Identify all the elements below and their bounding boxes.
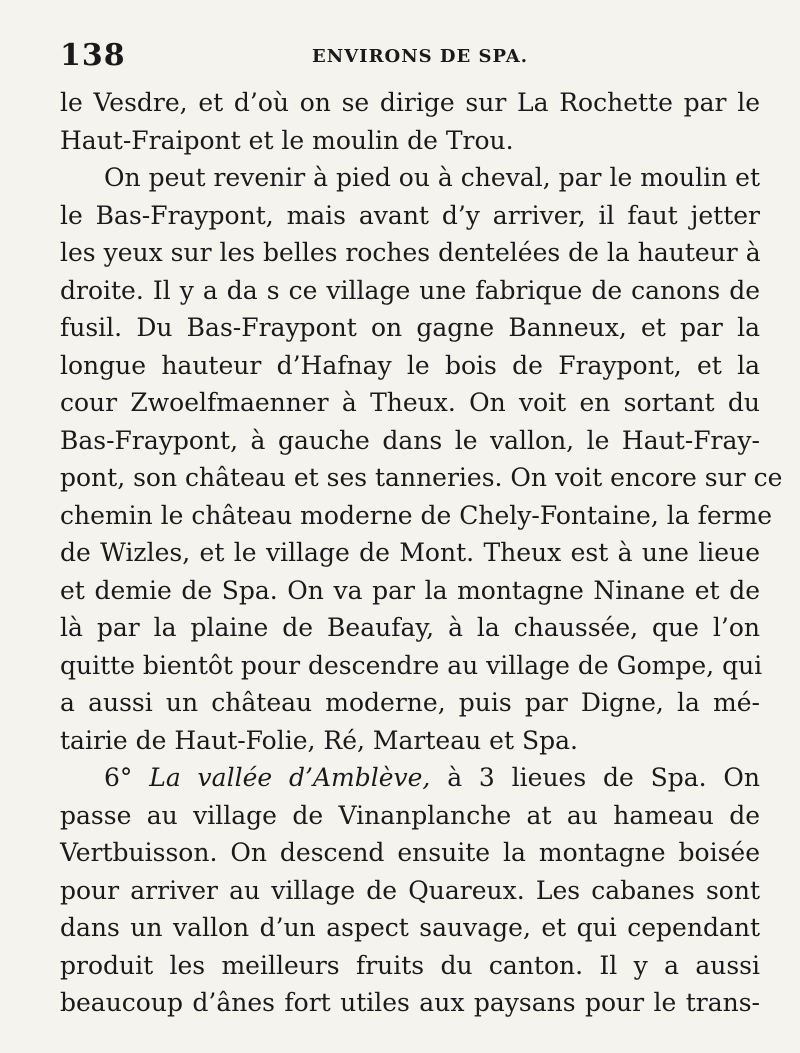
text-line: tairie de Haut-Folie, Ré, Marteau et Spa. — [60, 725, 578, 755]
text-line: droite. Il y a da s ce village une fabrique de canons de — [60, 275, 760, 305]
text-line: a aussi un château moderne, puis par Digne, la mé- — [60, 688, 760, 717]
paragraph-number: 6° — [104, 763, 133, 792]
text-line: le Bas-Fraypont, mais avant d’y arriver, il faut jetter — [60, 200, 760, 230]
text-line: fusil. Du Bas-Fraypont on gagne Banneux, et par la — [60, 313, 760, 342]
text-line: et demie de Spa. On va par la montagne Ninane et de — [60, 575, 760, 605]
text-line: de Wizles, et le village de Mont. Theux est à une lieue — [60, 538, 760, 567]
text-line: Haut-Fraipont et le moulin de Trou. — [60, 125, 514, 155]
text-line: On peut revenir à pied ou à cheval, par le moulin et — [104, 163, 760, 192]
page-number: 138 — [60, 38, 126, 73]
paragraph-title: La vallée d’Amblève, — [149, 763, 431, 792]
text-line: beaucoup d’ânes fort utiles aux paysans pour le trans- — [60, 988, 760, 1017]
text-line: longue hauteur d’Hafnay le bois de Fraypont, et la — [60, 350, 760, 380]
text-line: pont, son château et ses tanneries. On voit encore sur ce — [60, 463, 783, 492]
text-line: chemin le château moderne de Chely-Fontaine, la ferme — [60, 500, 773, 530]
running-head: ENVIRONS DE SPA. — [312, 46, 528, 67]
paragraph-6-first-line — [60, 759, 760, 797]
body-text — [60, 84, 783, 1022]
text-line: Bas-Fraypont, à gauche dans le vallon, le Haut-Fray- — [60, 425, 760, 455]
page-header — [60, 38, 740, 78]
text-line: Vertbuisson. On descend ensuite la montagne boisée — [60, 838, 760, 867]
text-line: cour Zwoelfmaenner à Theux. On voit en sortant du — [60, 388, 760, 417]
text-line: là par la plaine de Beaufay, à la chaussée, que l’on — [60, 613, 760, 642]
text-line: les yeux sur les belles roches dentelées de la hauteur à — [60, 238, 761, 267]
text-line: pour arriver au village de Quareux. Les cabanes sont — [60, 875, 760, 905]
paragraph-first-line-rest: à 3 lieues de Spa. On — [447, 763, 761, 792]
text-line: passe au village de Vinanplanche at au hameau de — [60, 800, 760, 830]
text-line: le Vesdre, et d’où on se dirige sur La Rochette par le — [60, 88, 760, 117]
text-line: quitte bientôt pour descendre au village de Gompe, qui — [60, 650, 763, 680]
text-line: dans un vallon d’un aspect sauvage, et qui cependant — [60, 913, 760, 942]
text-line: produit les meilleurs fruits du canton. Il y a aussi — [60, 950, 760, 980]
